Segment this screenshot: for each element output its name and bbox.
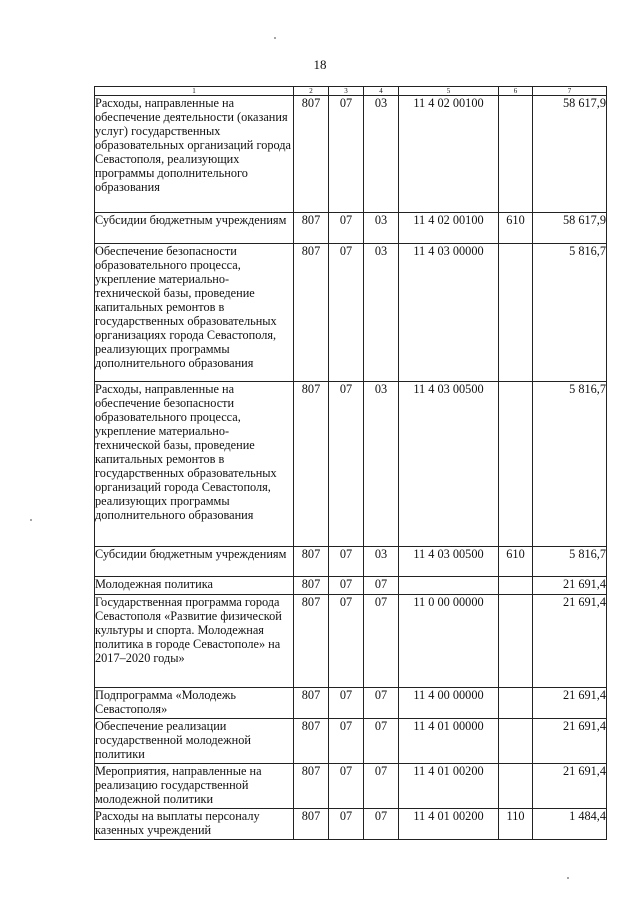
table-row: [95, 595, 607, 688]
row-name: Расходы, направленные на обеспечение безопасности образовательного процесса, укрепление материально-технической базы, проведение капитальных ремонтов в государственных образовательных организаций города Севастополя, реализующих программы дополнительного образования: [95, 382, 294, 547]
row-name: Расходы на выплаты персоналу казенных учреждений: [95, 809, 294, 840]
row-name: Мероприятия, направленные на реализацию государственной молодежной политики: [95, 764, 294, 809]
row-ministry-code: 807: [294, 595, 329, 688]
table-row: [95, 719, 607, 764]
row-expense-type: [499, 595, 533, 688]
column-header: 1: [95, 87, 294, 96]
column-header: 6: [499, 87, 533, 96]
table-row: [95, 547, 607, 577]
row-target-article: 11 4 02 00100: [399, 213, 499, 244]
row-name: Субсидии бюджетным учреждениям: [95, 547, 294, 577]
row-ministry-code: 807: [294, 688, 329, 719]
row-section: 07: [329, 719, 364, 764]
row-subsection: 03: [364, 244, 399, 382]
row-amount: 21 691,4: [533, 719, 607, 764]
row-amount: 21 691,4: [533, 577, 607, 595]
row-name: Подпрограмма «Молодежь Севастополя»: [95, 688, 294, 719]
row-section: 07: [329, 577, 364, 595]
row-subsection: 07: [364, 809, 399, 840]
row-amount: 21 691,4: [533, 688, 607, 719]
row-target-article: 11 0 00 00000: [399, 595, 499, 688]
row-section: 07: [329, 764, 364, 809]
row-ministry-code: 807: [294, 577, 329, 595]
row-target-article: 11 4 03 00000: [399, 244, 499, 382]
row-section: 07: [329, 213, 364, 244]
table-row: [95, 96, 607, 213]
row-section: 07: [329, 547, 364, 577]
row-name: Субсидии бюджетным учреждениям: [95, 213, 294, 244]
row-section: 07: [329, 96, 364, 213]
column-header: 7: [533, 87, 607, 96]
row-ministry-code: 807: [294, 213, 329, 244]
row-expense-type: [499, 577, 533, 595]
row-amount: 21 691,4: [533, 595, 607, 688]
row-name: Молодежная политика: [95, 577, 294, 595]
row-ministry-code: 807: [294, 244, 329, 382]
row-target-article: 11 4 01 00200: [399, 764, 499, 809]
scan-speck: [567, 877, 569, 879]
row-ministry-code: 807: [294, 719, 329, 764]
row-subsection: 07: [364, 719, 399, 764]
row-amount: 5 816,7: [533, 382, 607, 547]
row-ministry-code: 807: [294, 382, 329, 547]
column-header: 5: [399, 87, 499, 96]
row-name: Государственная программа города Севастополя «Развитие физической культуры и спорта. Молодежная политика в городе Севастополе» на 2017–2020 годы»: [95, 595, 294, 688]
row-section: 07: [329, 688, 364, 719]
table-row: [95, 688, 607, 719]
table-row: [95, 244, 607, 382]
row-amount: 1 484,4: [533, 809, 607, 840]
column-header: 4: [364, 87, 399, 96]
row-expense-type: 610: [499, 547, 533, 577]
row-target-article: 11 4 01 00000: [399, 719, 499, 764]
row-subsection: 03: [364, 547, 399, 577]
table-row: [95, 764, 607, 809]
row-subsection: 03: [364, 96, 399, 213]
column-header: 3: [329, 87, 364, 96]
row-ministry-code: 807: [294, 96, 329, 213]
row-target-article: 11 4 03 00500: [399, 547, 499, 577]
row-section: 07: [329, 382, 364, 547]
scan-speck: [30, 519, 32, 521]
table-row: [95, 213, 607, 244]
row-section: 07: [329, 244, 364, 382]
row-amount: 58 617,9: [533, 96, 607, 213]
scan-speck: [274, 37, 276, 39]
table-row: [95, 577, 607, 595]
table-row: [95, 809, 607, 840]
row-subsection: 07: [364, 595, 399, 688]
row-section: 07: [329, 809, 364, 840]
row-name: Обеспечение безопасности образовательного процесса, укрепление материально-технической базы, проведение капитальных ремонтов в государственных образовательных организациях города Севастополя, реализующих программы дополнительного образования: [95, 244, 294, 382]
row-expense-type: 110: [499, 809, 533, 840]
row-expense-type: [499, 244, 533, 382]
row-target-article: [399, 577, 499, 595]
row-target-article: 11 4 00 00000: [399, 688, 499, 719]
row-expense-type: [499, 764, 533, 809]
row-amount: 5 816,7: [533, 244, 607, 382]
row-subsection: 03: [364, 213, 399, 244]
row-expense-type: [499, 688, 533, 719]
row-ministry-code: 807: [294, 547, 329, 577]
row-name: Обеспечение реализации государственной молодежной политики: [95, 719, 294, 764]
row-subsection: 07: [364, 688, 399, 719]
row-amount: 58 617,9: [533, 213, 607, 244]
row-expense-type: [499, 96, 533, 213]
row-expense-type: [499, 382, 533, 547]
budget-table: [94, 86, 607, 840]
column-header: 2: [294, 87, 329, 96]
page-number: 18: [313, 57, 327, 72]
row-subsection: 07: [364, 764, 399, 809]
row-target-article: 11 4 02 00100: [399, 96, 499, 213]
row-expense-type: [499, 719, 533, 764]
column-number-row: [95, 87, 607, 96]
row-ministry-code: 807: [294, 764, 329, 809]
row-amount: 5 816,7: [533, 547, 607, 577]
table-row: [95, 382, 607, 547]
row-subsection: 03: [364, 382, 399, 547]
row-target-article: 11 4 03 00500: [399, 382, 499, 547]
row-expense-type: 610: [499, 213, 533, 244]
row-amount: 21 691,4: [533, 764, 607, 809]
row-name: Расходы, направленные на обеспечение деятельности (оказания услуг) государственных образовательных организаций города Севастополя, реализующих программы дополнительного образования: [95, 96, 294, 213]
row-target-article: 11 4 01 00200: [399, 809, 499, 840]
row-section: 07: [329, 595, 364, 688]
row-ministry-code: 807: [294, 809, 329, 840]
row-subsection: 07: [364, 577, 399, 595]
